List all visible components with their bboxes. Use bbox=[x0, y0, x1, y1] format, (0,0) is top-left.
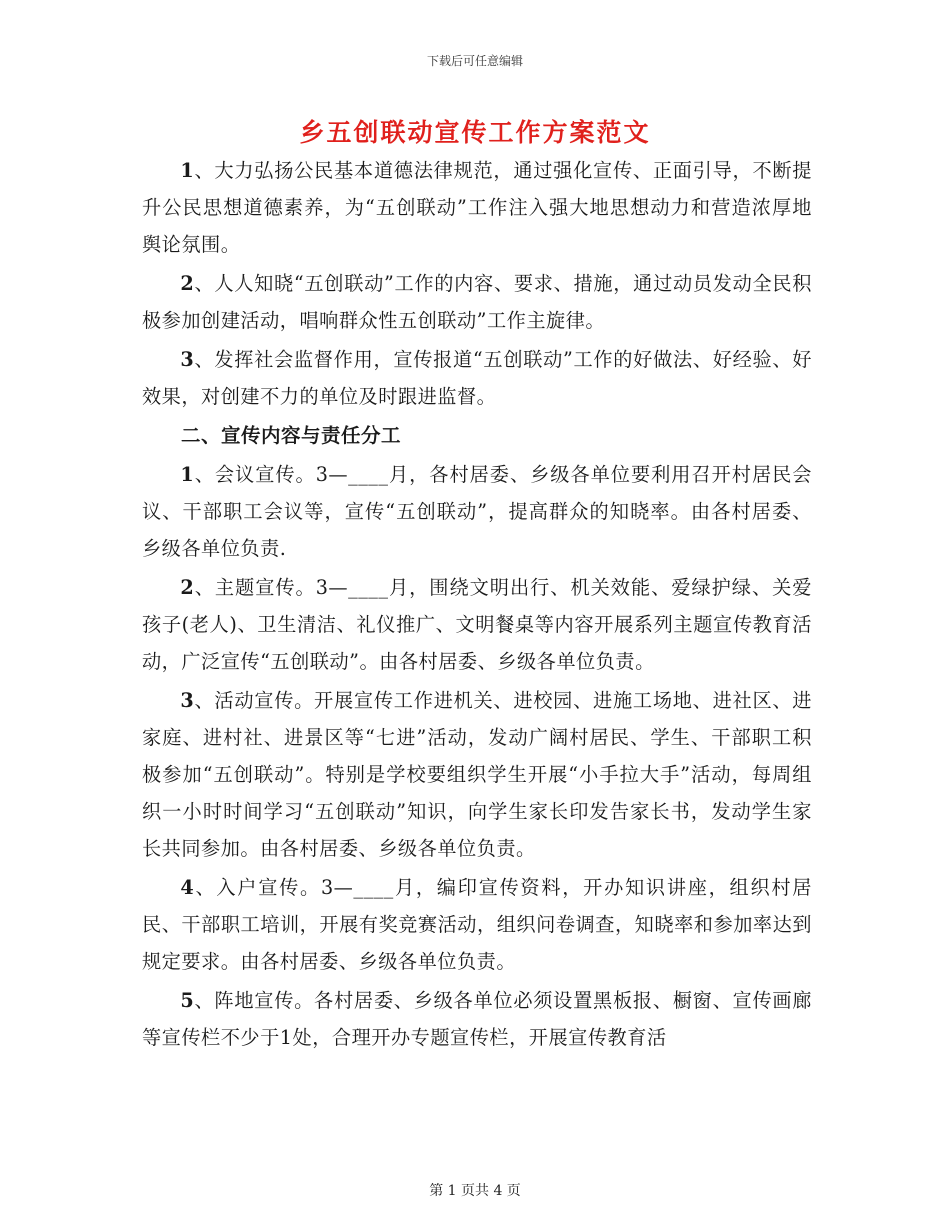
paragraph-text: 、人人知晓“五创联动”工作的内容、要求、措施，通过动员发动全民积极参加创建活动，唱响群众性五创联动”工作主旋律。 bbox=[142, 272, 812, 332]
header-note: 下载后可任意编辑 bbox=[426, 54, 523, 68]
paragraph bbox=[142, 569, 812, 680]
paragraph bbox=[142, 456, 812, 567]
paragraph bbox=[142, 152, 812, 263]
section-heading: 二、宣传内容与责任分工 bbox=[181, 424, 402, 447]
item-number: 1 bbox=[180, 159, 195, 182]
item-number: 1 bbox=[180, 463, 195, 486]
paragraph bbox=[142, 265, 812, 339]
item-number: 3 bbox=[180, 348, 195, 371]
paragraph bbox=[142, 682, 812, 867]
paragraph bbox=[142, 341, 812, 415]
item-number: 3 bbox=[180, 689, 195, 712]
item-number: 2 bbox=[180, 272, 195, 295]
item-number: 2 bbox=[180, 576, 195, 599]
page-footer: 第 1 页共 4 页 bbox=[429, 1183, 521, 1199]
paragraph bbox=[142, 982, 812, 1056]
paragraph-text: 、大力弘扬公民基本道德法律规范，通过强化宣传、正面引导，不断提升公民思想道德素养，为“五创联动”工作注入强大地思想动力和营造浓厚地舆论氛围。 bbox=[142, 159, 812, 256]
paragraph-text: 、会议宣传。3—____月，各村居委、乡级各单位要利用召开村居民会议、干部职工会议等，宣传“五创联动”，提高群众的知晓率。由各村居委、乡级各单位负责. bbox=[142, 463, 812, 560]
document-body bbox=[142, 152, 812, 1058]
paragraph bbox=[142, 869, 812, 980]
paragraph-text: 、发挥社会监督作用，宣传报道“五创联动”工作的好做法、好经验、好效果，对创建不力的单位及时跟进监督。 bbox=[142, 348, 812, 408]
page-title: 乡五创联动宣传工作方案范文 bbox=[299, 118, 651, 147]
paragraph-text: 、主题宣传。3—____月，围绕文明出行、机关效能、爱绿护绿、关爱孩子(老人)、卫生清洁、礼仪推广、文明餐桌等内容开展系列主题宣传教育活动，广泛宣传“五创联动”。由各村居委、乡级各单位负责。 bbox=[142, 576, 812, 673]
paragraph-text: 、阵地宣传。各村居委、乡级各单位必须设置黑板报、橱窗、宣传画廊等宣传栏不少于1处，合理开办专题宣传栏，开展宣传教育活 bbox=[142, 989, 812, 1049]
paragraph-text: 、入户宣传。3—____月，编印宣传资料，开办知识讲座，组织村居民、干部职工培训，开展有奖竞赛活动，组织问卷调查，知晓率和参加率达到规定要求。由各村居委、乡级各单位负责。 bbox=[142, 876, 812, 973]
item-number: 5 bbox=[180, 989, 195, 1012]
paragraph-text: 、活动宣传。开展宣传工作进机关、进校园、进施工场地、进社区、进家庭、进村社、进景区等“七进”活动，发动广阔村居民、学生、干部职工积极参加“五创联动”。特别是学校要组织学生开展“小手拉大手”活动，每周组织一小时时间学习“五创联动”知识，向学生家长印发告家长书，发动学生家长共同参加。由各村居委、乡级各单位负责。 bbox=[142, 689, 812, 860]
item-number: 4 bbox=[180, 876, 195, 899]
